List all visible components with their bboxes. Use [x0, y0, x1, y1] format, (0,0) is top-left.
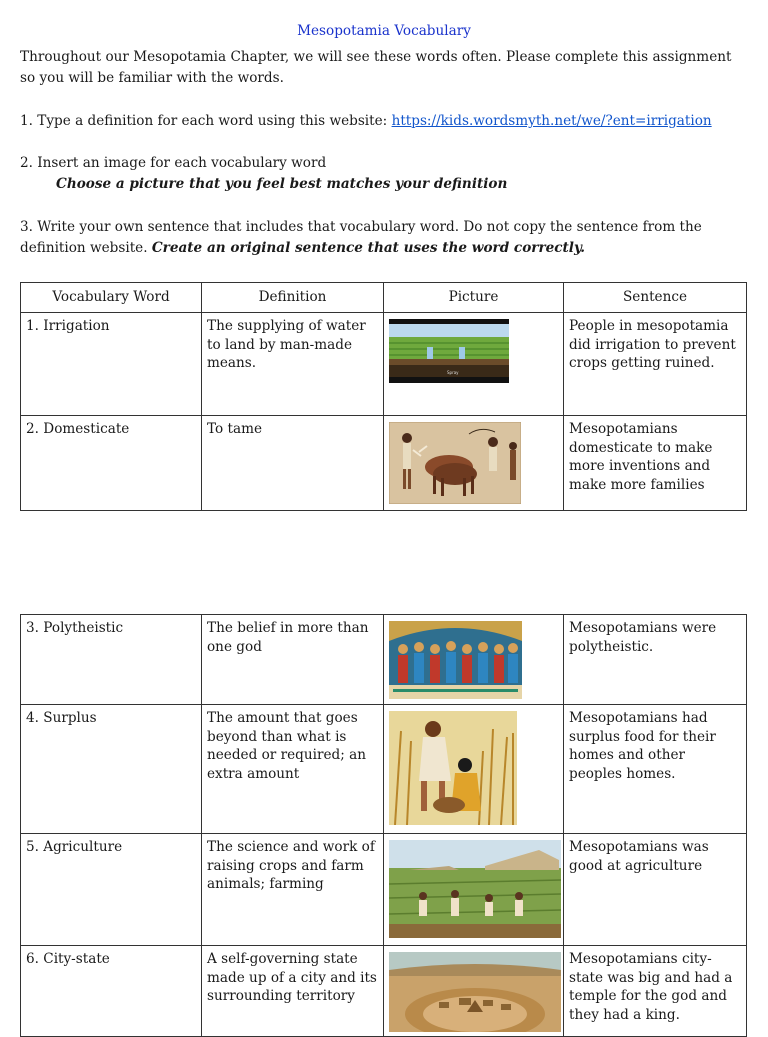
table-row — [21, 313, 747, 416]
vocabulary-table-continued — [20, 614, 747, 1037]
sentence-cell: People in mesopotamia did irrigation to prevent crops getting ruined. — [564, 313, 747, 416]
table-row — [21, 416, 747, 511]
vocabulary-table — [20, 282, 747, 511]
irrigation-picture-caption: Spray — [447, 370, 459, 375]
sentence-cell: Mesopotamians city-state was big and had a temple for the god and they had a king. — [564, 946, 747, 1037]
picture-cell — [384, 313, 564, 416]
table-row — [21, 834, 747, 946]
domesticate-picture — [389, 422, 521, 504]
header-sentence: Sentence — [564, 283, 747, 313]
word-cell: 3. Polytheistic — [21, 615, 202, 705]
table-row — [21, 705, 747, 834]
definition-cell: The amount that goes beyond than what is needed or required; an extra amount — [202, 705, 384, 834]
table-header-row — [21, 283, 747, 313]
definition-cell: To tame — [202, 416, 384, 511]
word-cell: 1. Irrigation — [21, 313, 202, 416]
step-2: 2. Insert an image for each vocabulary word — [20, 155, 327, 171]
step-3-emphasis: Create an original sentence that uses the word correctly. — [151, 240, 586, 256]
sentence-cell: Mesopotamians were polytheistic. — [564, 615, 747, 705]
definition-cell: The supplying of water to land by man-made means. — [202, 313, 384, 416]
step-1 — [20, 111, 750, 132]
header-picture: Picture — [384, 283, 564, 313]
wordsmyth-link[interactable]: https://kids.wordsmyth.net/we/?ent=irrigation — [391, 113, 712, 129]
table-row — [21, 615, 747, 705]
step-3-text: 3. Write your own sentence that includes that vocabulary word. Do not copy the sentence from the definition website. — [20, 219, 702, 256]
polytheistic-picture — [389, 621, 522, 699]
surplus-picture — [389, 711, 517, 825]
header-definition: Definition — [202, 283, 384, 313]
picture-cell — [384, 705, 564, 834]
word-cell: 4. Surplus — [21, 705, 202, 834]
page-title: Mesopotamia Vocabulary — [297, 23, 471, 39]
sentence-cell: Mesopotamians was good at agriculture — [564, 834, 747, 946]
table-row — [21, 946, 747, 1037]
word-cell: 2. Domesticate — [21, 416, 202, 511]
picture-cell — [384, 416, 564, 511]
sentence-cell: Mesopotamians had surplus food for their homes and other peoples homes. — [564, 705, 747, 834]
definition-cell: The belief in more than one god — [202, 615, 384, 705]
step-2-emphasis: Choose a picture that you feel best matches your definition — [56, 176, 508, 192]
step-1-text: 1. Type a definition for each word using this website: — [20, 113, 392, 129]
word-cell: 6. City-state — [21, 946, 202, 1037]
intro-paragraph: Throughout our Mesopotamia Chapter, we will see these words often. Please complete this assignment so you will be familiar with the words. — [20, 49, 732, 86]
step-3 — [20, 217, 750, 259]
definition-cell: A self-governing state made up of a city and its surrounding territory — [202, 946, 384, 1037]
picture-cell — [384, 946, 564, 1037]
irrigation-picture — [389, 319, 509, 383]
word-cell: 5. Agriculture — [21, 834, 202, 946]
picture-cell — [384, 834, 564, 946]
picture-cell — [384, 615, 564, 705]
city-state-picture — [389, 952, 561, 1032]
header-vocabulary-word: Vocabulary Word — [21, 283, 202, 313]
agriculture-picture — [389, 840, 561, 938]
sentence-cell: Mesopotamians domesticate to make more inventions and make more families — [564, 416, 747, 511]
definition-cell: The science and work of raising crops and farm animals; farming — [202, 834, 384, 946]
